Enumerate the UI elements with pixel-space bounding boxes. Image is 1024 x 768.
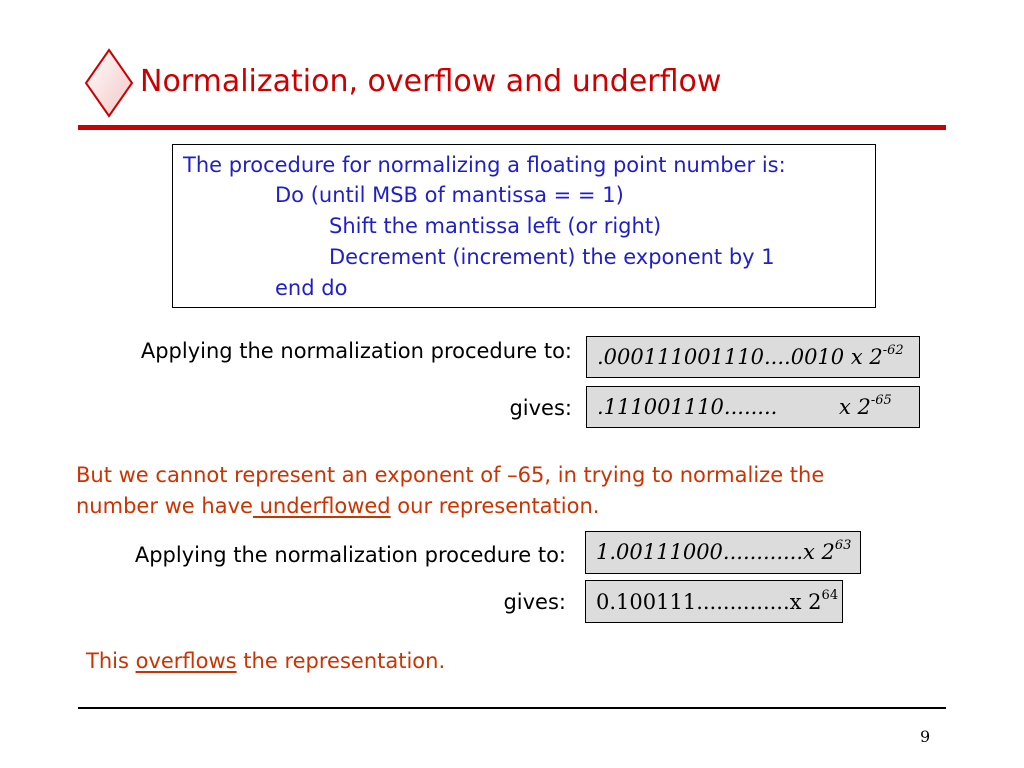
example1-result-mantissa: .111001110........ <box>597 395 778 419</box>
overflow-note <box>86 649 445 673</box>
overflows-term: overflows <box>135 649 237 673</box>
underflow-note-line-2 <box>76 494 599 518</box>
underflow-note-line-1: But we cannot represent an exponent of –65, in trying to normalize the <box>76 463 825 487</box>
example1-input-exponent: -62 <box>882 343 904 358</box>
example1-result-exponent: -65 <box>870 393 892 408</box>
example1-result-mid: x 2 <box>839 395 871 419</box>
slide-title: Normalization, overflow and underflow <box>140 64 722 99</box>
example2-result-exponent: 64 <box>821 588 839 603</box>
underflow-note-pre: number we have <box>76 494 253 518</box>
procedure-line-3: Shift the mantissa left (or right) <box>329 214 662 238</box>
procedure-line-2: Do (until MSB of mantissa = = 1) <box>275 183 624 207</box>
title-divider <box>78 125 946 130</box>
page-number: 9 <box>920 727 931 746</box>
diamond-bullet-icon <box>84 48 134 118</box>
example2-gives-label: gives: <box>503 590 566 614</box>
example1-input-box <box>586 336 920 378</box>
procedure-box <box>172 144 876 308</box>
example2-input-box <box>585 531 861 574</box>
example1-input-mantissa: .000111001110....0010 x 2 <box>597 345 883 369</box>
example2-apply-label: Applying the normalization procedure to: <box>134 543 566 567</box>
example2-result-mantissa: 0.100111..............x 2 <box>596 590 822 614</box>
procedure-line-4: Decrement (increment) the exponent by 1 <box>329 245 775 269</box>
overflow-note-pre: This <box>86 649 136 673</box>
footer-divider <box>78 707 946 709</box>
example2-input-mantissa: 1.00111000............x 2 <box>596 540 835 564</box>
underflowed-term: underflowed <box>252 494 391 518</box>
overflow-note-post: the representation. <box>236 649 446 673</box>
example2-result-box <box>585 580 843 623</box>
example1-result-box <box>586 386 920 428</box>
example1-apply-label: Applying the normalization procedure to: <box>140 339 572 363</box>
example1-gives-label: gives: <box>509 396 572 420</box>
example2-input-exponent: 63 <box>834 538 852 553</box>
underflow-note-post: our representation. <box>390 494 600 518</box>
procedure-line-5: end do <box>275 276 348 300</box>
procedure-line-1: The procedure for normalizing a floating point number is: <box>183 153 786 177</box>
